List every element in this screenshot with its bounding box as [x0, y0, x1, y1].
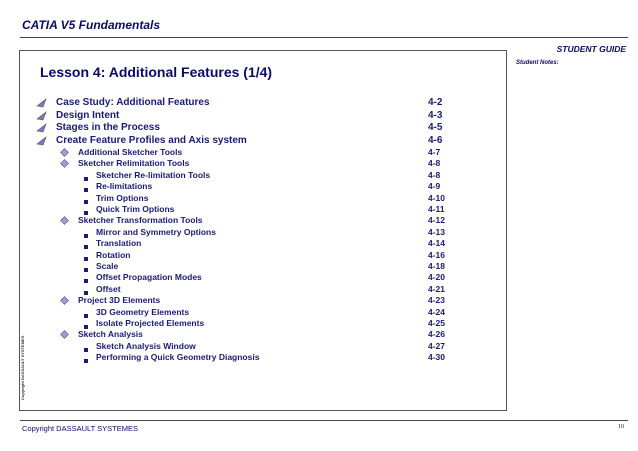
toc-item-label: Additional Sketcher Tools	[78, 147, 183, 157]
toc-item-label: Performing a Quick Geometry Diagnosis	[96, 352, 260, 363]
toc-item-label: Isolate Projected Elements	[96, 318, 205, 328]
toc-item-page: 4-13	[428, 226, 446, 237]
toc-item-page: 4-14	[428, 238, 446, 249]
toc-item-page: 4-8	[428, 169, 441, 180]
toc-item-page: 4-6	[428, 134, 443, 146]
toc-item-label: Scale	[96, 261, 119, 271]
toc-item-label: Sketcher Transformation Tools	[78, 215, 203, 226]
toc-item-page: 4-3	[428, 109, 443, 121]
toc-item-page: 4-30	[428, 352, 446, 363]
toc-item-page: 4-21	[428, 283, 446, 294]
toc-item-page: 4-12	[428, 215, 446, 226]
toc-item-page: 4-9	[428, 181, 441, 192]
toc-item-label: Trim Options	[96, 192, 149, 203]
footer-divider	[20, 420, 628, 421]
toc-item-label: Translation	[96, 238, 142, 249]
toc-item-label: Stages in the Process	[56, 122, 160, 133]
student-guide-label: STUDENT GUIDE	[556, 44, 626, 54]
toc-item-label: Sketch Analysis	[78, 329, 143, 340]
footer-page-number: 10	[618, 424, 624, 430]
toc-item-page: 4-18	[428, 261, 446, 271]
toc-item-label: Sketcher Re-limitation Tools	[96, 169, 211, 180]
toc-item-label: Quick Trim Options	[96, 204, 175, 214]
vertical-copyright: Copyright DASSAULT SYSTEMES	[20, 335, 25, 400]
toc-item-label: Sketch Analysis Window	[96, 340, 196, 351]
header-divider	[20, 37, 628, 38]
toc-item-label: Rotation	[96, 249, 131, 260]
toc-item-page: 4-25	[428, 318, 446, 328]
toc-item-page: 4-20	[428, 272, 446, 283]
toc-item-page: 4-27	[428, 340, 446, 351]
toc-item-page: 4-5	[428, 122, 443, 133]
lesson-title: Lesson 4: Additional Features (1/4)	[40, 64, 273, 80]
toc-item-label: Offset	[96, 283, 121, 294]
toc-item-page: 4-2	[428, 97, 443, 108]
toc-item-page: 4-8	[428, 158, 441, 169]
toc-item-page: 4-16	[428, 249, 446, 260]
toc-item-page: 4-10	[428, 192, 446, 203]
toc-item-label: Create Feature Profiles and Axis system	[56, 134, 247, 146]
lesson-content-frame	[19, 50, 507, 411]
toc-item-label: Case Study: Additional Features	[56, 97, 210, 108]
toc-item-label: Design Intent	[56, 109, 120, 121]
document-header-title: CATIA V5 Fundamentals	[22, 18, 161, 32]
toc-item-label: Sketcher Relimitation Tools	[78, 158, 190, 169]
toc-item-label: Project 3D Elements	[78, 295, 161, 306]
toc-item-label: Offset Propagation Modes	[96, 272, 202, 283]
student-notes-label: Student Notes:	[516, 60, 559, 66]
toc-item-label: Mirror and Symmetry Options	[96, 226, 216, 237]
toc-item-page: 4-24	[428, 306, 446, 317]
toc-item-page: 4-26	[428, 329, 446, 340]
toc-item-page: 4-7	[428, 147, 441, 157]
toc-item-page: 4-23	[428, 295, 446, 306]
toc-item-label: 3D Geometry Elements	[96, 306, 190, 317]
toc-item-page: 4-11	[428, 204, 445, 214]
footer-copyright: Copyright DASSAULT SYSTEMES	[22, 424, 139, 433]
toc-item-label: Re-limitations	[96, 181, 153, 192]
